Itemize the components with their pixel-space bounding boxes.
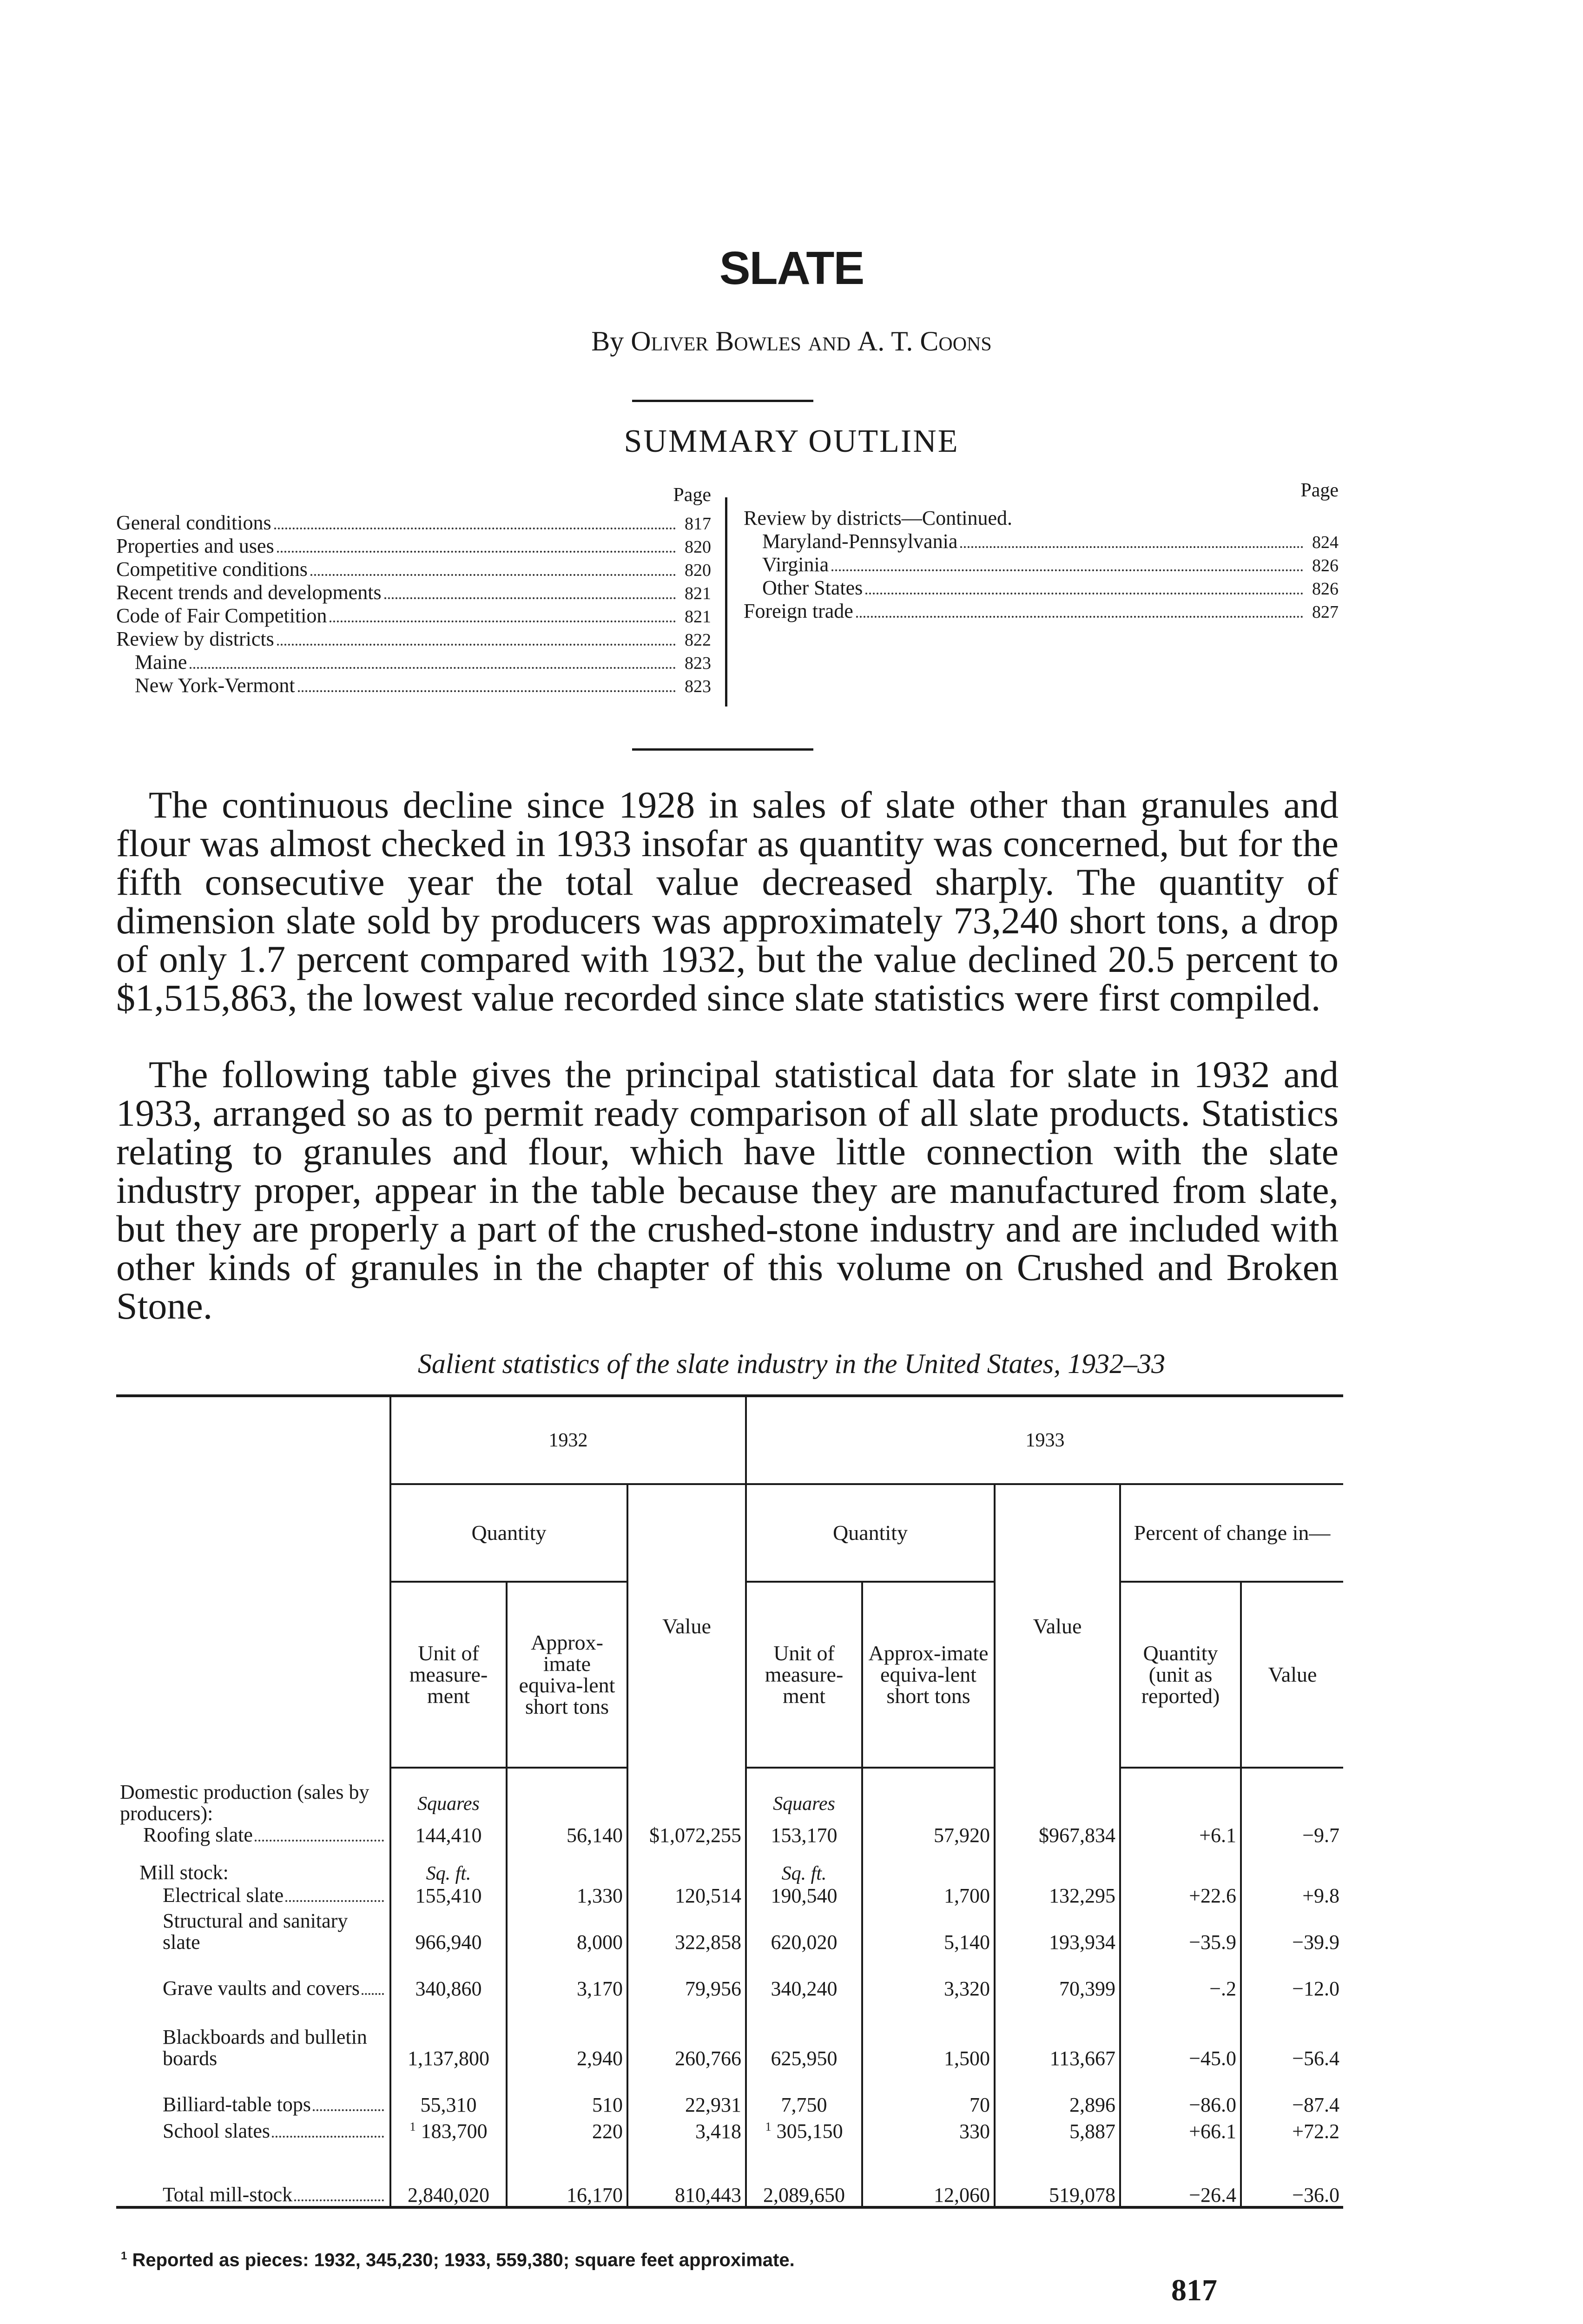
cell: 5,140 (862, 1907, 995, 1953)
row-label: Total mill-stock (163, 2183, 293, 2206)
cell: +72.2 (1241, 2116, 1343, 2142)
value-1933-header: Value (995, 1484, 1120, 1768)
table-row (116, 2000, 1343, 2069)
cell: 260,766 (627, 2000, 746, 2069)
percent-change-header: Percent of change in— (1120, 1484, 1343, 1582)
toc-entry[interactable]: Properties and uses 820 (116, 535, 711, 557)
cell: $^1$ 305,150 (746, 2116, 862, 2142)
toc-entry[interactable]: Competitive conditions 820 (116, 558, 711, 581)
unit-label: Sq. ft. (390, 1846, 507, 1883)
divider-rule (632, 400, 813, 402)
cell: +6.1 (1120, 1814, 1241, 1846)
toc-entry[interactable]: Other States 826 (762, 576, 1339, 599)
cell: 132,295 (995, 1883, 1120, 1907)
cell: 330 (862, 2116, 995, 2142)
cell: 340,240 (746, 1953, 862, 2000)
cell: −9.7 (1241, 1814, 1343, 1846)
row-label: Roofing slate (143, 1823, 253, 1846)
cell: −36.0 (1241, 2142, 1343, 2207)
cell: −39.9 (1241, 1907, 1343, 1953)
cell: −.2 (1120, 1953, 1241, 2000)
cell: 3,418 (627, 2116, 746, 2142)
cell: 2,089,650 (746, 2142, 862, 2207)
row-label: Structural and sanitary slate (163, 1909, 348, 1954)
cell: +9.8 (1241, 1883, 1343, 1907)
table-row (116, 1768, 1343, 1814)
toc-entry[interactable]: General conditions 817 (116, 511, 711, 534)
cell: 193,934 (995, 1907, 1120, 1953)
salient-statistics-table (116, 1394, 1343, 2209)
cell: −12.0 (1241, 1953, 1343, 2000)
table-row (116, 1883, 1343, 1907)
table-footnote (121, 2250, 795, 2271)
toc-entry[interactable]: Maine 823 (135, 651, 711, 673)
footnote-mark: 1 (765, 2119, 772, 2133)
cell: $967,834 (995, 1814, 1120, 1846)
outline-right-column (744, 479, 1339, 623)
toc-entry[interactable]: Review by districts—Continued. (744, 507, 1013, 529)
cell: 1,137,800 (390, 2000, 507, 2069)
cell: 625,950 (746, 2000, 862, 2069)
cell: $^1$ 183,700 (390, 2116, 507, 2142)
outline-column-divider (725, 497, 727, 706)
cell: 620,020 (746, 1907, 862, 1953)
cell: 144,410 (390, 1814, 507, 1846)
cell: 12,060 (862, 2142, 995, 2207)
cell: 8,000 (507, 1907, 627, 1953)
cell: 2,840,020 (390, 2142, 507, 2207)
chapter-title: SLATE (719, 242, 864, 294)
cell: 190,540 (746, 1883, 862, 1907)
cell: 322,858 (627, 1907, 746, 1953)
cell: 220 (507, 2116, 627, 2142)
row-label: Billiard-table tops (163, 2093, 311, 2116)
cell: −45.0 (1120, 2000, 1241, 2069)
tons-1932-header: Approx-imate equiva-lent short tons (507, 1582, 627, 1768)
intro-paragraph: The continuous decline since 1928 in sales of slate other than granules and flour was almost checked in 1933 insofar as quantity was concerned, but for the fifth consecutive year the total value decreased sharply. The quantity of dimension slate sold by producers was approximately 73,240 short tons, a drop of only 1.7 percent compared with 1932, but the value declined 20.5 percent to $1,515,863, the lowest value recorded since slate statistics were first compiled. (116, 784, 1339, 1019)
cell: 155,410 (390, 1883, 507, 1907)
table-row (116, 1907, 1343, 1953)
cell: 79,956 (627, 1953, 746, 2000)
table-intro-paragraph: The following table gives the principal statistical data for slate in 1932 and 1933, arranged so as to permit ready comparison of all slate products. Statistics relating to granules and flour, which have little connection with the slate industry proper, appear in the table because they are manufactured from slate, but they are properly a part of the crushed-stone industry and are included with other kinds of granules in the chapter of this volume on Crushed and Broken Stone. (116, 1053, 1339, 1327)
author-1: Oliver Bowles (631, 326, 801, 357)
cell: 120,514 (627, 1883, 746, 1907)
toc-entry[interactable]: Recent trends and developments 821 (116, 581, 711, 604)
cell: 3,320 (862, 1953, 995, 2000)
unit-1932-header: Unit of measure-ment (390, 1582, 507, 1768)
unit-label: Sq. ft. (746, 1846, 862, 1883)
unit-label: Squares (390, 1768, 507, 1814)
table-caption: Salient statistics of the slate industry in the United States, 1932–33 (417, 1348, 1166, 1379)
byline-and: and (808, 326, 851, 357)
outline-left-column (116, 483, 711, 697)
tons-1933-header: Approx-imate equiva-lent short tons (862, 1582, 995, 1768)
row-label: Grave vaults and covers (163, 1977, 360, 2000)
toc-entry[interactable]: New York-Vermont 823 (135, 674, 711, 697)
cell: 113,667 (995, 2000, 1120, 2069)
cell: −35.9 (1120, 1907, 1241, 1953)
cell: 2,896 (995, 2069, 1120, 2116)
section-label: Mill stock: (139, 1861, 229, 1884)
row-label: Electrical slate (163, 1884, 284, 1907)
page-label: Page (1300, 480, 1339, 501)
cell: 55,310 (390, 2069, 507, 2116)
stub-header (116, 1396, 390, 1768)
outline-heading: SUMMARY OUTLINE (624, 423, 959, 459)
page-number: 817 (1171, 2273, 1217, 2307)
cell: −26.4 (1120, 2142, 1241, 2207)
byline-by: By (591, 326, 624, 357)
pct-quantity-header: Quantity (unit as reported) (1120, 1582, 1241, 1768)
pct-value-header: Value (1241, 1582, 1343, 1768)
cell: 1,500 (862, 2000, 995, 2069)
toc-entry[interactable]: Foreign trade 827 (744, 600, 1339, 622)
cell: 966,940 (390, 1907, 507, 1953)
cell: 810,443 (627, 2142, 746, 2207)
cell: 5,887 (995, 2116, 1120, 2142)
cell: −87.4 (1241, 2069, 1343, 2116)
cell: 1,700 (862, 1883, 995, 1907)
byline (0, 325, 1583, 357)
cell: 340,860 (390, 1953, 507, 2000)
cell: +22.6 (1120, 1883, 1241, 1907)
table-row (116, 2116, 1343, 2142)
cell: 70 (862, 2069, 995, 2116)
value-1932-header: Value (627, 1484, 746, 1768)
toc-entry[interactable]: Maryland-Pennsylvania 824 (762, 530, 1339, 553)
author-2: A. T. Coons (857, 326, 992, 357)
cell: $1,072,255 (627, 1814, 746, 1846)
footnote-mark: 1 (121, 2250, 127, 2262)
cell: +66.1 (1120, 2116, 1241, 2142)
section-label: Domestic production (sales by producers): (120, 1781, 369, 1825)
cell: 70,399 (995, 1953, 1120, 2000)
toc-entry[interactable]: Review by districts 822 (116, 627, 711, 650)
unit-1933-header: Unit of measure-ment (746, 1582, 862, 1768)
cell: 56,140 (507, 1814, 627, 1846)
cell: 16,170 (507, 2142, 627, 2207)
cell: 22,931 (627, 2069, 746, 2116)
table-row (116, 2069, 1343, 2116)
row-label: School slates (163, 2119, 270, 2142)
footnote-text: Reported as pieces: 1932, 345,230; 1933, 559,380; square feet approximate. (132, 2250, 795, 2271)
cell: 519,078 (995, 2142, 1120, 2207)
cell: 7,750 (746, 2069, 862, 2116)
row-label: Blackboards and bulletin boards (163, 2026, 367, 2070)
quantity-1932-header: Quantity (390, 1484, 627, 1582)
toc-entry[interactable]: Virginia 826 (762, 553, 1339, 576)
page-label: Page (673, 484, 711, 506)
cell: 2,940 (507, 2000, 627, 2069)
cell: 3,170 (507, 1953, 627, 2000)
year-1933-header: 1933 (746, 1396, 1343, 1484)
unit-label: Squares (746, 1768, 862, 1814)
divider-rule (632, 748, 813, 751)
toc-entry[interactable]: Code of Fair Competition 821 (116, 604, 711, 627)
cell: 510 (507, 2069, 627, 2116)
footnote-mark: 1 (409, 2119, 416, 2133)
cell: −86.0 (1120, 2069, 1241, 2116)
year-1932-header: 1932 (390, 1396, 746, 1484)
table-row (116, 1953, 1343, 2000)
quantity-1933-header: Quantity (746, 1484, 995, 1582)
table-row-total (116, 2142, 1343, 2207)
cell: 153,170 (746, 1814, 862, 1846)
cell: −56.4 (1241, 2000, 1343, 2069)
table-row (116, 1846, 1343, 1883)
cell: 1,330 (507, 1883, 627, 1907)
cell: 57,920 (862, 1814, 995, 1846)
